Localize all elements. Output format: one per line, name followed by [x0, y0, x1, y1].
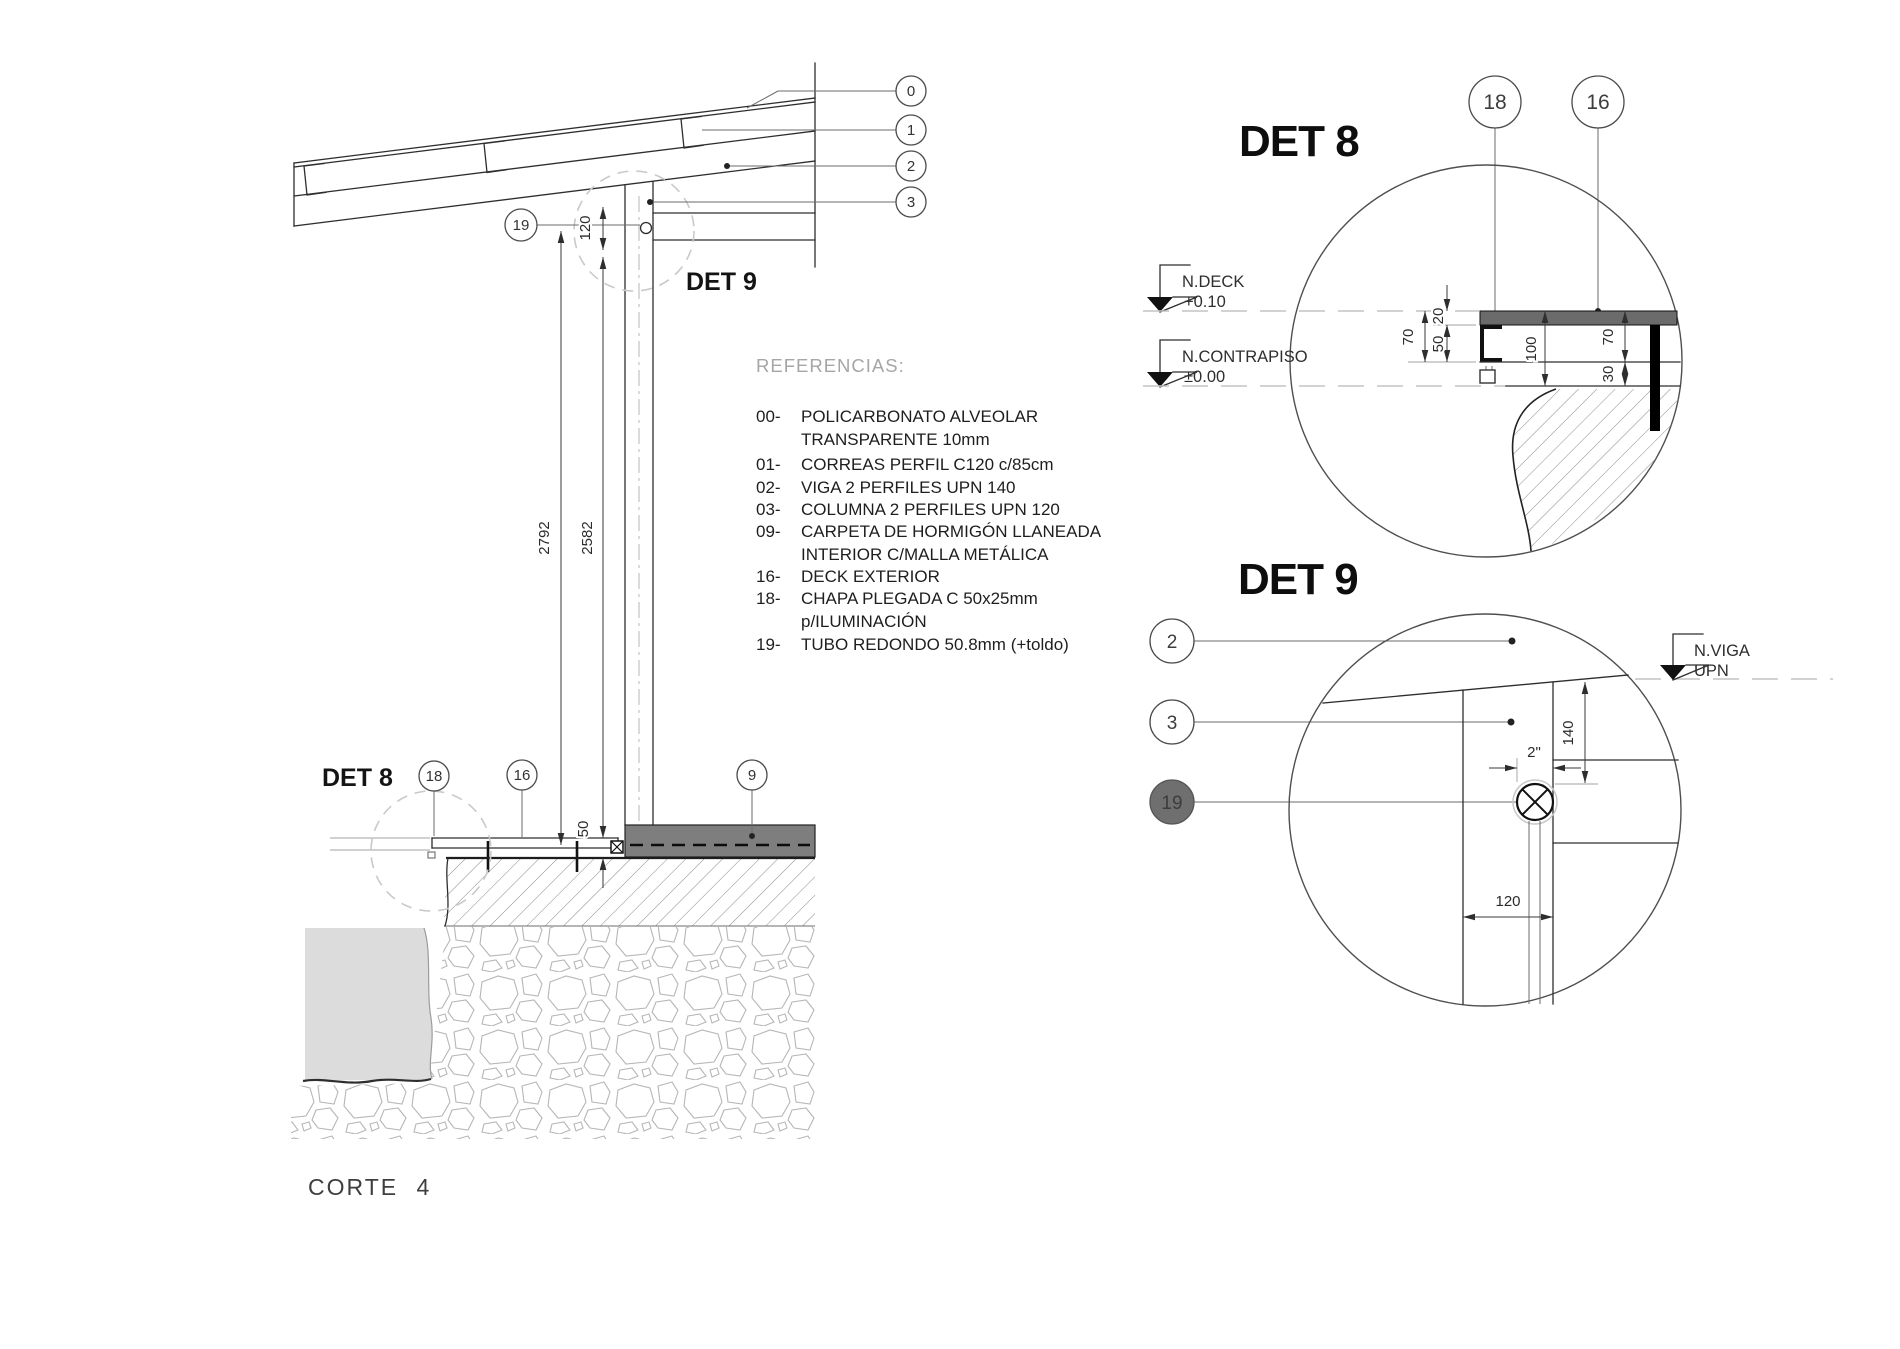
level-triangle-icon: [1147, 297, 1173, 312]
roof-assembly: [294, 63, 815, 267]
correa-profile-icon: [304, 164, 326, 196]
references-list: [756, 355, 1102, 654]
dim-2792: 2792: [536, 521, 553, 555]
beam-top-line: [294, 131, 815, 196]
det9-section-label: DET 9: [686, 268, 757, 296]
callout-18-num: 18: [425, 768, 443, 785]
ncontrapiso-value: ±0.00: [1184, 368, 1226, 386]
ref-text: CARPETA DE HORMIGÓN LLANEADA: [801, 522, 1102, 541]
callout-18-num: 18: [1483, 91, 1507, 114]
correa-profile-icon: [681, 117, 703, 149]
deck-slab: [1480, 311, 1677, 325]
deck-edge-clip-icon: [428, 852, 435, 858]
beam-underside-line: [1323, 675, 1628, 703]
dim-100: 100: [1523, 336, 1540, 362]
leader-dot: [724, 163, 730, 169]
callout-16-num: 16: [1586, 91, 1610, 114]
correa-profile-icon: [484, 141, 506, 173]
dim-140: 140: [1560, 720, 1577, 746]
leader-dot: [1509, 638, 1516, 645]
level-nviga: [1635, 634, 1833, 680]
det9-title: DET 9: [1238, 555, 1358, 604]
carpeta-slab: [625, 825, 815, 857]
section-dimensions: [536, 207, 603, 888]
luminaire-icon: [1480, 366, 1495, 383]
dim-120: 120: [1495, 893, 1521, 910]
det8-section-label: DET 8: [322, 764, 393, 792]
det8-title: DET 8: [1239, 117, 1359, 166]
ndeck-label: N.DECK: [1182, 273, 1245, 291]
dim-50: 50: [1430, 335, 1447, 353]
ref-text: COLUMNA 2 PERFILES UPN 120: [801, 500, 1060, 519]
ref-num: 19-: [756, 635, 781, 654]
polycarbonate-bottom-line: [294, 102, 815, 167]
ndeck-value: +0.10: [1184, 293, 1226, 311]
main-section: [291, 63, 926, 1200]
level-ncontrapiso: [1143, 340, 1506, 387]
callout-2-num: 2: [1166, 632, 1178, 653]
beam-bottom-line: [294, 161, 815, 226]
dim-70-left: 70: [1400, 328, 1417, 346]
det8-detail: [1143, 76, 1682, 557]
chapa-web: [1480, 325, 1484, 362]
ref-num: 18-: [756, 589, 781, 608]
ref-text: TRANSPARENTE 10mm: [801, 430, 990, 449]
ref-text: INTERIOR C/MALLA METÁLICA: [801, 545, 1049, 564]
det8-content: [1480, 311, 1680, 551]
ref-text: p/ILUMINACIÓN: [801, 612, 927, 631]
ref-text: CHAPA PLEGADA C 50x25mm: [801, 589, 1038, 608]
level-triangle-icon: [1660, 665, 1686, 680]
tube-bar: [1650, 325, 1660, 431]
callout-3-num: 3: [906, 194, 916, 211]
terrain-blob: [305, 928, 432, 1081]
deck-strip: [432, 838, 618, 848]
leader-dot: [647, 199, 653, 205]
leader-dot: [749, 833, 755, 839]
dim-30: 30: [1600, 365, 1617, 383]
ref-num: 01-: [756, 455, 781, 474]
level-triangle-icon: [1147, 372, 1173, 387]
callout-0-num: 0: [906, 83, 916, 100]
det8-dimensions: [1400, 285, 1625, 386]
dim-70-right: 70: [1600, 328, 1617, 346]
nviga-label-1: N.VIGA: [1694, 642, 1750, 660]
callout-2-num: 2: [906, 158, 916, 175]
ref-num: 09-: [756, 522, 781, 541]
dim-2in: 2": [1527, 744, 1541, 761]
baseplate-weld-icon: [611, 841, 623, 853]
ncontrapiso-label: N.CONTRAPISO: [1182, 348, 1308, 366]
callout-19-num: 19: [1161, 793, 1183, 814]
floor-assembly: [291, 825, 815, 1139]
dim-20: 20: [1430, 307, 1447, 325]
det9-circle: [1289, 614, 1681, 1006]
references-heading: REFERENCIAS:: [756, 355, 905, 376]
ref-num: 16-: [756, 567, 781, 586]
ref-text: CORREAS PERFIL C120 c/85cm: [801, 455, 1054, 474]
callout-1-num: 1: [906, 122, 916, 139]
dim-2582: 2582: [579, 521, 596, 555]
contrapiso-hatch: [444, 858, 815, 926]
callout-3-num: 3: [1166, 713, 1178, 734]
references-rows: [756, 407, 1102, 654]
det9-detail: [1150, 555, 1833, 1006]
ref-text: DECK EXTERIOR: [801, 567, 940, 586]
callout-19-num: 19: [512, 217, 530, 234]
det9-content: [1323, 675, 1678, 1004]
ref-num: 00-: [756, 407, 781, 426]
ref-text: VIGA 2 PERFILES UPN 140: [801, 478, 1016, 497]
dim-50: 50: [575, 820, 592, 838]
section-callout-19: [505, 209, 640, 241]
nviga-label-2: UPN: [1694, 662, 1729, 680]
ref-num: 02-: [756, 478, 781, 497]
ref-num: 03-: [756, 500, 781, 519]
tube-end-icon: [641, 223, 652, 234]
section-title: CORTE 4: [308, 1174, 432, 1200]
ref-text: POLICARBONATO ALVEOLAR: [801, 407, 1039, 426]
ref-text: TUBO REDONDO 50.8mm (+toldo): [801, 635, 1069, 654]
det8-reference-circle: [371, 791, 491, 911]
callout-9-num: 9: [747, 767, 757, 784]
dim-120: 120: [577, 215, 594, 241]
callout-16-num: 16: [513, 767, 531, 784]
leader-dot: [1508, 719, 1515, 726]
